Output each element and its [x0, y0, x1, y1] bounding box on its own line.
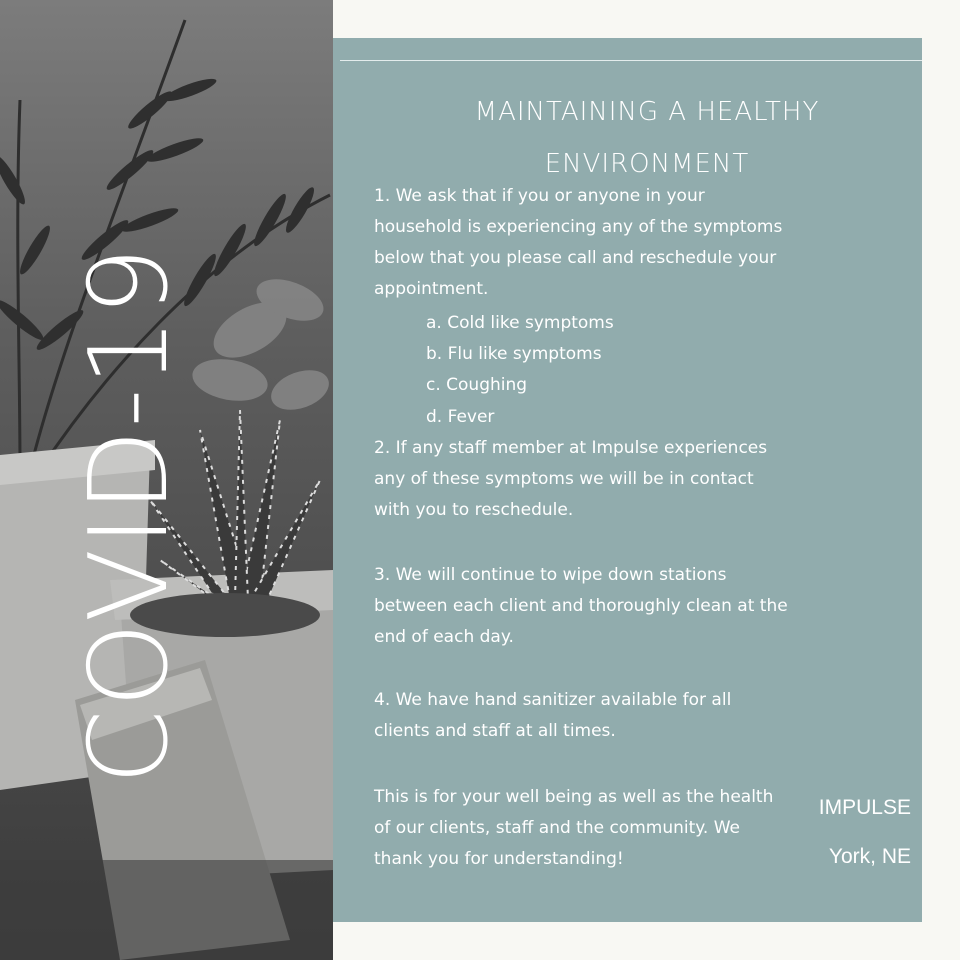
card-top-rule [340, 60, 922, 61]
item-2: 2. If any staff member at Impulse experiences any of these symptoms we will be in contact with you to reschedule. [374, 438, 768, 520]
heading-line-1: MAINTAINING A HEALTHY [474, 97, 820, 127]
symptom-b: b. Flu like symptoms [426, 344, 602, 364]
symptom-c: c. Coughing [426, 375, 528, 395]
covid-19-title: COVID-19 [67, 245, 192, 785]
heading-line-2: ENVIRONMENT [544, 149, 750, 179]
card-heading [405, 86, 889, 190]
symptom-a: a. Cold like symptoms [426, 313, 614, 333]
symptom-d: d. Fever [426, 407, 495, 427]
business-location: York, NE [828, 845, 911, 868]
plants-photo [0, 0, 333, 960]
item-3: 3. We will continue to wipe down stations between each client and thoroughly clean at the end of each day. [374, 565, 788, 647]
item-1: 1. We ask that if you or anyone in your household is experiencing any of the symptoms below that you please call and reschedule your appointment. [374, 186, 783, 299]
business-name: IMPULSE [818, 796, 911, 819]
closing-note: This is for your well being as well as the health of our clients, staff and the community. We thank you for understanding! [374, 787, 774, 869]
item-4: 4. We have hand sanitizer available for all clients and staff at all times. [374, 690, 732, 741]
